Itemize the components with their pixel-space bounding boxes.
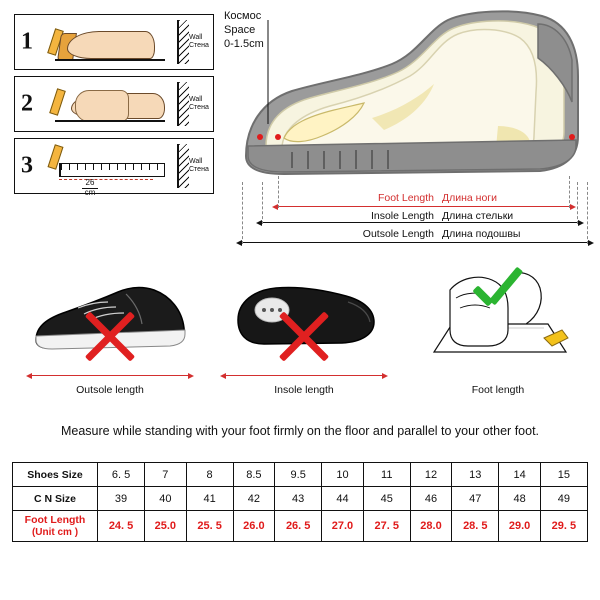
panel-foot-caption: Foot length — [471, 384, 525, 396]
space-label-ru: Космос — [224, 10, 262, 22]
tick-insole-left — [262, 182, 263, 224]
tick-foot-left — [278, 176, 279, 208]
cell: 8 — [186, 463, 233, 487]
wall-label-3 — [189, 158, 211, 174]
table-row-shoes-size — [13, 463, 588, 487]
foot-icon — [67, 31, 155, 59]
row-label-foot-length — [13, 511, 98, 542]
panel-outsole-caption: Outsole length — [76, 384, 144, 396]
step-1-number: 1 — [21, 28, 33, 55]
legend-row-insole — [314, 210, 594, 222]
panel-insole — [212, 262, 396, 402]
wall-label-ru: Стена — [189, 42, 209, 49]
cell: 29.0 — [499, 511, 540, 542]
cell: 45 — [363, 487, 410, 511]
wall-label-1 — [189, 34, 211, 50]
arrow-right-icon — [188, 373, 194, 379]
cell: 26.0 — [233, 511, 274, 542]
cell: 25.0 — [145, 511, 186, 542]
measure-value: 26 — [82, 179, 99, 189]
step-1 — [14, 14, 214, 70]
sneaker-icon — [30, 278, 190, 356]
table-row-foot-length — [13, 511, 588, 542]
step-2 — [14, 76, 214, 132]
wall-label-en: Wall — [189, 33, 203, 41]
legend-row-outsole — [314, 228, 594, 240]
legend-outsole-en: Outsole Length — [362, 228, 434, 240]
ruler-icon — [59, 163, 165, 177]
floor-line — [55, 120, 165, 122]
step-3-number: 3 — [21, 152, 33, 179]
space-value: 0-1.5cm — [224, 37, 264, 50]
cell: 39 — [98, 487, 145, 511]
cell: 15 — [540, 463, 587, 487]
insole-icon — [228, 280, 380, 352]
hand-icon — [75, 90, 129, 122]
cell: 13 — [452, 463, 499, 487]
wall-hatch-icon — [179, 20, 189, 64]
cell: 8.5 — [233, 463, 274, 487]
cell: 6. 5 — [98, 463, 145, 487]
cell: 28. 5 — [452, 511, 499, 542]
row-label-unit: (Unit cm ) — [31, 527, 79, 538]
cell: 27.0 — [322, 511, 363, 542]
cell: 28.0 — [410, 511, 451, 542]
cell: 40 — [145, 487, 186, 511]
table-row-cn-size — [13, 487, 588, 511]
panel-insole-caption: Insole length — [274, 384, 334, 396]
shoe-cross-section-panel — [222, 6, 594, 256]
size-table — [12, 462, 588, 542]
cell: 43 — [275, 487, 322, 511]
wall-label-ru: Стена — [189, 166, 209, 173]
wall-hatch-icon — [179, 144, 189, 188]
cell: 7 — [145, 463, 186, 487]
ruler-ticks — [61, 164, 164, 170]
size-table-wrapper — [12, 462, 588, 542]
measure-unit: cm — [84, 187, 96, 197]
check-mark-icon — [468, 268, 522, 314]
outsole-shape — [248, 140, 576, 172]
measure-readout — [73, 179, 107, 198]
step-3 — [14, 138, 214, 197]
insole-measure-line — [226, 375, 382, 376]
cell: 41 — [186, 487, 233, 511]
step-2-number: 2 — [21, 90, 33, 117]
cell: 46 — [410, 487, 451, 511]
cell: 29. 5 — [540, 511, 587, 542]
space-marker-left — [257, 134, 263, 140]
outsole-measure-line — [32, 375, 188, 376]
panel-foot — [406, 262, 590, 402]
cell: 49 — [540, 487, 587, 511]
wall-hatch-icon — [179, 82, 189, 126]
cell: 47 — [452, 487, 499, 511]
cell: 25. 5 — [186, 511, 233, 542]
row-label-foot-length-text: Foot Length — [24, 514, 86, 526]
legend-insole-ru: Длина стельки — [442, 210, 514, 222]
cell: 14 — [499, 463, 540, 487]
heel-marker — [569, 134, 575, 140]
wall-label-ru: Стена — [189, 104, 209, 111]
arrow-left-icon — [26, 373, 32, 379]
cell: 26. 5 — [275, 511, 322, 542]
legend — [314, 192, 594, 246]
tick-outsole-left — [242, 182, 243, 244]
cell: 12 — [410, 463, 451, 487]
wall-label-2 — [189, 96, 211, 112]
cell: 10 — [322, 463, 363, 487]
row-label-shoes-size: Shoes Size — [13, 463, 98, 487]
steps-panel — [14, 14, 214, 200]
panel-outsole — [18, 262, 202, 402]
wall-label-en: Wall — [189, 157, 203, 165]
comparison-panels — [12, 262, 588, 402]
cell: 11 — [363, 463, 410, 487]
wall-label-en: Wall — [189, 95, 203, 103]
cell: 9.5 — [275, 463, 322, 487]
legend-outsole-ru: Длина подошвы — [442, 228, 521, 240]
legend-foot-en: Foot Length — [377, 192, 434, 204]
arrow-left-icon — [220, 373, 226, 379]
space-label-en: Space — [224, 23, 256, 36]
arrow-right-icon — [382, 373, 388, 379]
cell: 27. 5 — [363, 511, 410, 542]
pencil-icon — [49, 88, 66, 116]
legend-row-foot — [314, 192, 594, 204]
cell: 44 — [322, 487, 363, 511]
cell: 42 — [233, 487, 274, 511]
space-marker-right — [275, 134, 281, 140]
cell: 48 — [499, 487, 540, 511]
legend-foot-ru: Длина ноги — [442, 192, 497, 204]
row-label-cn-size: C N Size — [13, 487, 98, 511]
floor-line — [55, 59, 165, 61]
instruction-note: Measure while standing with your foot firmly on the floor and parallel to your other foot. — [60, 424, 540, 438]
legend-insole-en: Insole Length — [370, 210, 434, 222]
cell: 24. 5 — [98, 511, 145, 542]
